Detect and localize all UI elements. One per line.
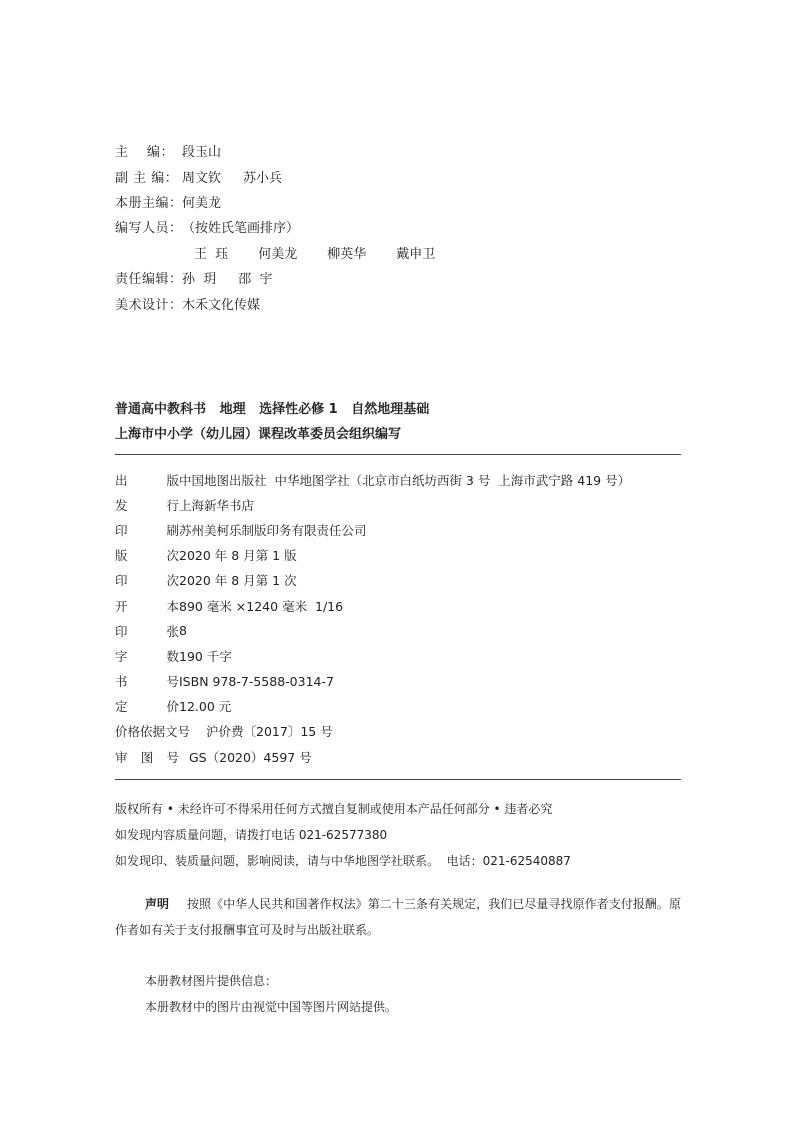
book-organizer: 上海市中小学（幼儿园）课程改革委员会组织编写 [115,427,402,442]
pub-row-sheets [115,618,630,643]
pub-row-map-review [115,744,630,769]
author-name: 王 珏 [194,246,229,262]
divider-bottom [115,779,681,780]
pub-label: 印 刷 [115,522,179,538]
credit-row-deputy-editor [115,163,453,188]
pub-label: 出 版 [115,472,179,488]
pub-value: 上海新华书店 [179,497,255,513]
statement-body: 按照《中华人民共和国著作权法》第二十三条有关规定，我们已尽量寻找原作者支付报酬。原作者如有关于支付报酬事宜可及时与出版社联系。 [115,897,681,937]
credit-row-chief-editor [115,138,453,163]
pub-row-printing [115,568,630,593]
pub-row-printer [115,517,630,542]
credits-block [115,138,453,316]
credit-label: 本册主编： [115,195,183,211]
author-name: 何美龙 [258,246,298,262]
image-credit-body: 本册教材中的图片由视觉中国等图片网站提供。 [145,999,398,1014]
credit-name: 苏小兵 [243,170,283,186]
pub-label: 书 号 [115,674,179,690]
author-name: 戴申卫 [396,246,436,262]
pub-label: 定 价 [115,699,179,715]
pub-value: 沪价费〔2017〕15 号 [206,724,333,740]
credit-label: 编写人员： [115,221,183,237]
pub-row-price-doc [115,719,630,744]
publication-info [115,467,630,769]
credit-name: 何美龙 [182,195,222,211]
pub-row-publisher [115,467,630,492]
pub-label: 印 张 [115,623,179,639]
pub-label: 审 图 号 [115,749,179,765]
credit-name: 木禾文化传媒 [182,297,261,313]
book-title: 普通高中教科书 地理 选择性必修 1 自然地理基础 [115,402,430,417]
credit-row-volume-editor [115,189,453,214]
pub-row-edition [115,543,630,568]
pub-row-price [115,694,630,719]
image-credit [145,967,397,1019]
pub-row-format [115,593,630,618]
image-credit-title: 本册教材图片提供信息： [145,973,278,988]
statement [115,891,681,943]
pub-value: 中国地图出版社 中华地图学社（北京市白纸坊西街 3 号 上海市武宁路 419 号） [179,472,631,488]
copyright-notes [115,795,571,873]
pub-value: 12.00 元 [179,699,232,715]
pub-value: 8 [179,623,187,639]
pub-value: 苏州美柯乐制版印务有限责任公司 [179,522,367,538]
pub-label: 版 次 [115,548,179,564]
pub-label: 价格依据文号 [115,724,191,740]
pub-row-isbn [115,669,630,694]
note-copyright: 版权所有 • 未经许可不得采用任何方式擅自复制或使用本产品任何部分 • 违者必究 [115,801,553,816]
pub-value: 2020 年 8 月第 1 版 [179,548,297,564]
note-print-quality: 如发现印、装质量问题，影响阅读，请与中华地图学社联系。 电话：021-62540887 [115,853,571,868]
credit-label: 副 主 编： [115,170,179,186]
pub-label: 开 本 [115,598,179,614]
pub-row-distributor [115,492,630,517]
divider-top [115,454,681,455]
credit-label: 责任编辑： [115,272,183,288]
author-name: 柳英华 [327,246,367,262]
credit-row-responsible-editor [115,265,453,290]
credit-name: 段玉山 [182,145,222,161]
credit-name: （按姓氏笔画排序） [182,221,300,237]
pub-value: 2020 年 8 月第 1 次 [179,573,297,589]
pub-label: 发 行 [115,497,179,513]
credit-row-authors [115,214,453,239]
credit-row-author-names [115,240,453,265]
pub-value: GS（2020）4597 号 [189,749,312,765]
credit-label: 美术设计： [115,297,183,313]
credit-name: 邵 宇 [238,272,273,288]
credit-label: 主 编： [115,145,175,161]
pub-label: 字 数 [115,648,179,664]
statement-head: 声明 [145,897,170,911]
pub-value: 890 毫米 ×1240 毫米 1/16 [179,598,344,614]
pub-value: 190 千字 [179,648,232,664]
credit-name: 周文钦 [182,170,222,186]
credit-row-art-design [115,290,453,315]
pub-label: 印 次 [115,573,179,589]
pub-value: ISBN 978-7-5588-0314-7 [179,673,334,689]
pub-row-word-count [115,643,630,668]
note-content-quality: 如发现内容质量问题，请拨打电话 021-62577380 [115,827,388,842]
credit-name: 孙 玥 [182,272,217,288]
